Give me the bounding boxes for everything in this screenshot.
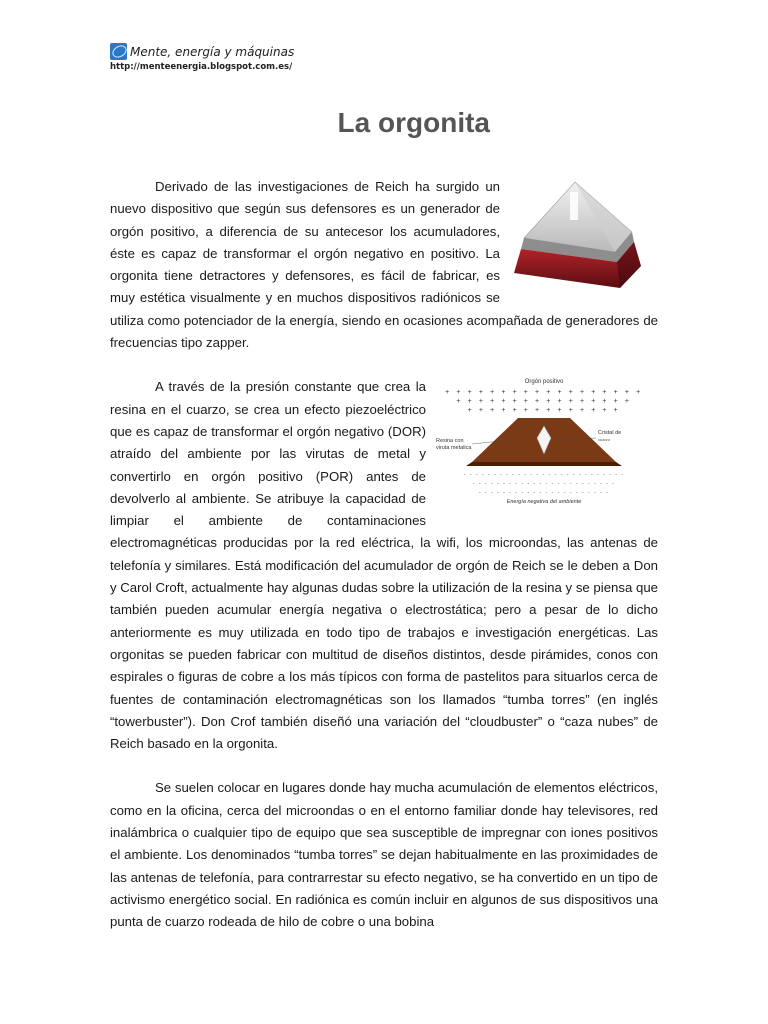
paragraph-2: A través de la presión constante que crea la resina en el cuarzo, se crea un efecto piezoeléctrico que es capaz de transformar el orgón negativo (DOR) atraído del ambiente por las virutas de metal y convertirlo en orgón positivo (POR) antes de devolverlo al ambiente. Se atribuye la capacidad de limpiar el ambiente de contaminaciones electromagnéticas producidas por la red eléctrica, la wifi, los microondas, las antenas de telefonía y similares. Está modificación del acumulador de orgón de Reich se le deben a Don y Carol Croft, actualmente hay algunas dudas sobre la utilización de la resina y se piensa que también pueden acumular energía negativa o electrostática; pero a pesar de lo dicho anteriormente es muy utilizada en todo tipo de trabajos e investigación energéticas. Las orgonitas se pueden fabricar con multitud de diseños distintos, desde pirámides, conos con espirales o figuras de cobre a los más típicos con forma de pastelitos para situarlos cerca de fuentes de contaminación electromagnéticas son los llamados “tumba torres” (en inglés “towerbuster”). Don Crof también diseñó una variación del “cloudbuster” o “caza nubes” de Reich basado en la orgonita. [110, 379, 658, 752]
svg-text:- - - - - - - - - - - - - - -: - - - - - - - - - - - - - - - - - - - - - - - - [472, 481, 616, 488]
diagram-left-label-line1: Resina con [436, 438, 464, 445]
svg-text:+ + + + + + + + + + + + + + +: + + + + + + + + + + + + + + + + [456, 398, 632, 406]
svg-text:- - - - - - - - - - - - - - -: - - - - - - - - - - - - - - - - - - - - - - - - - - - [463, 472, 625, 479]
diagram-left-label-line2: viruta metalica [436, 445, 472, 452]
paragraph-3: Se suelen colocar en lugares donde hay mucha acumulación de elementos eléctricos, como en la oficina, cerca del microondas o en el entorno familiar donde hay televisores, red inalámbrica o cualquier tipo de equipo que sea susceptible de impregnar con iones positivos el ambiente. Los denominados “tumba torres” se dejan habitualmente en las proximidades de las antenas de telefonía, para contrarrestar su efecto negativo, se ha convertido en un tipo de activismo energético social. En radiónica es común incluir en algunos de sus dispositivos una punta de cuarzo rodeada de hilo de cobre o una bobina [110, 780, 658, 930]
document-title: La orgonita [337, 107, 490, 138]
site-url: http://menteenergia.blogspot.com.es/ [110, 62, 293, 72]
document-header [110, 43, 294, 72]
orgonite-pyramid-image [508, 176, 658, 294]
orgonite-diagram [432, 376, 658, 510]
diagram-right-label-line2: cuarzo [598, 437, 611, 443]
site-name-row [110, 43, 294, 60]
svg-text:+ + + + + + + + + + + + + +: + + + + + + + + + + + + + + [467, 407, 621, 415]
svg-text:- - - - - - - - - - - - - - -: - - - - - - - - - - - - - - - - - - - - - - [478, 490, 610, 497]
diagram-top-label: Orgón positivo [524, 379, 564, 386]
diagram-bottom-label: Energía negativa del ambiente [506, 499, 582, 506]
site-name: Mente, energía y máquinas [130, 44, 295, 59]
diagram-right-label-line1: Cristal de [598, 430, 622, 437]
document-body [110, 176, 658, 956]
paragraph-1: Derivado de las investigaciones de Reich ha surgido un nuevo dispositivo que según sus defensores es un generador de orgón positivo, a diferencia de su antecesor los acumuladores, éste es capaz de transformar el orgón negativo en positivo. La orgonita tiene detractores y defensores, es fácil de fabricar, es muy estética visualmente y en muchos dispositivos radiónicos se utiliza como potenciador de la energía, siendo en ocasiones acompañada de generadores de frecuencias tipo zapper. [110, 179, 658, 351]
blog-logo-icon [110, 43, 127, 60]
svg-text:+ + + + + + + + + + + + + + +: + + + + + + + + + + + + + + + + + + [445, 389, 643, 397]
